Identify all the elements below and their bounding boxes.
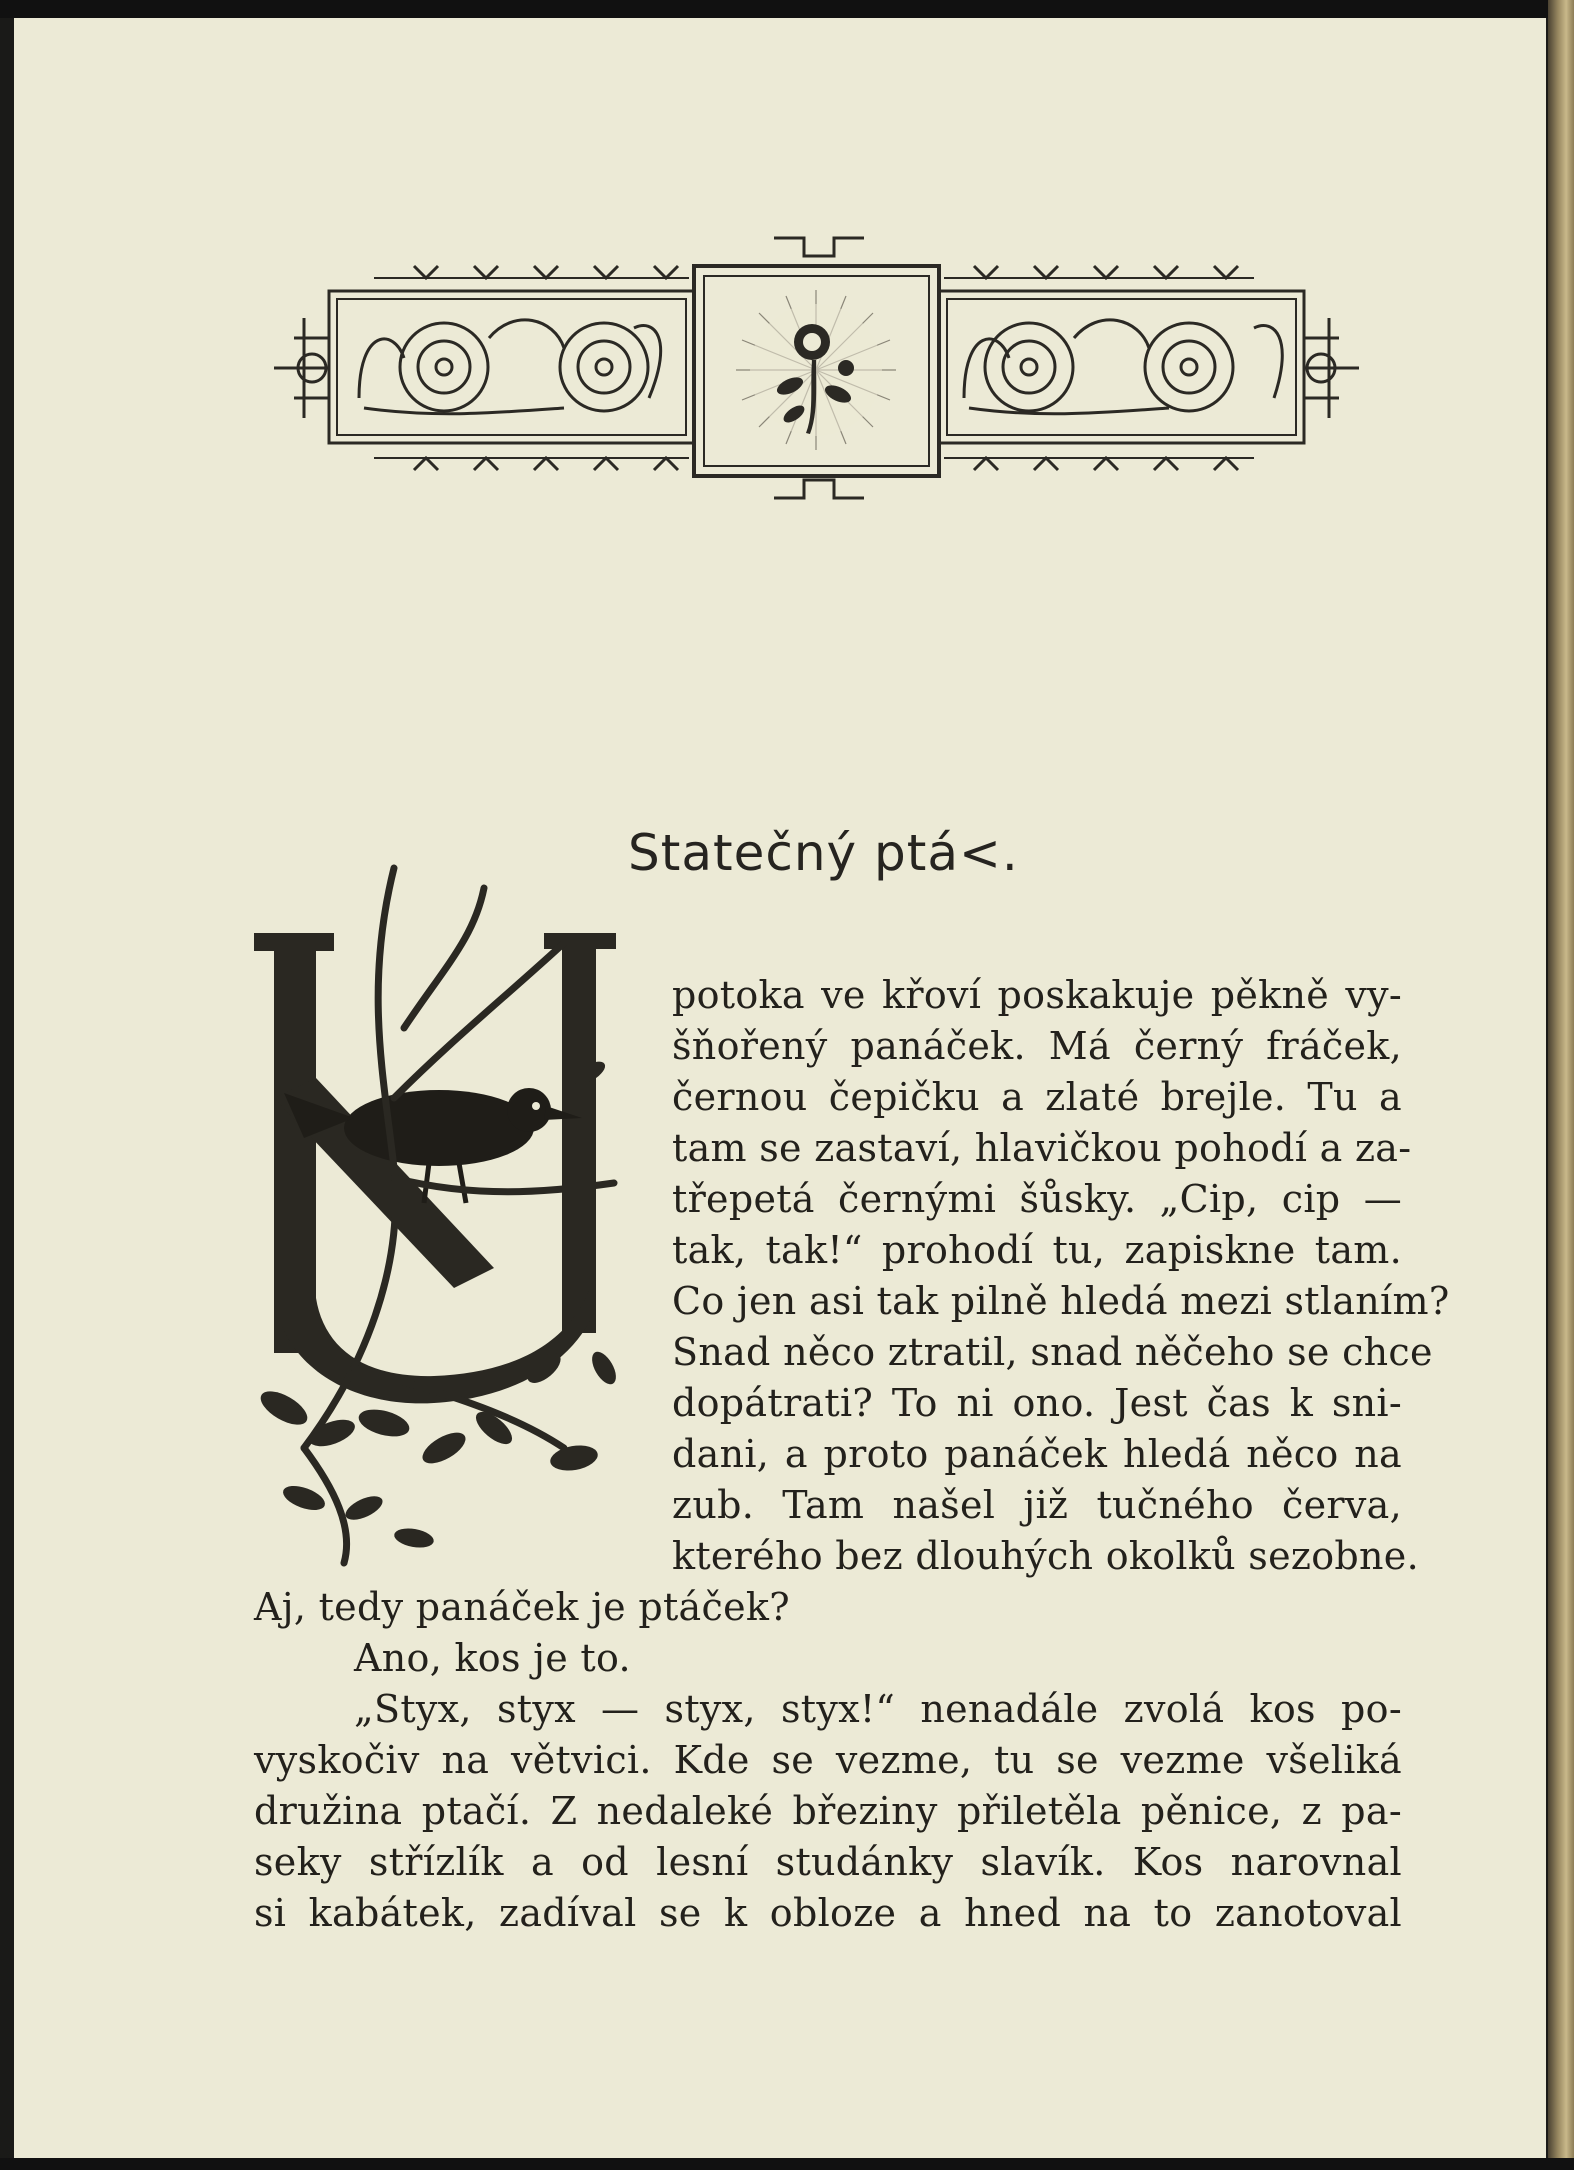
scan-top-edge xyxy=(0,0,1574,18)
initial-left-stem xyxy=(274,933,316,1353)
chapter-title: Statečný ptá<. xyxy=(628,824,1019,882)
text-line: tak, tak!“ prohodí tu, zapiskne tam. xyxy=(672,1228,1402,1272)
text-line: seky střízlík a od lesní studánky slavík. Kos narovnal xyxy=(254,1840,1402,1884)
text-line: Aj, tedy panáček je ptáček? xyxy=(254,1585,790,1629)
text-line: černou čepičku a zlaté brejle. Tu a xyxy=(672,1075,1402,1119)
text-line: dopátrati? To ni ono. Jest čas k sni- xyxy=(672,1381,1402,1425)
text-line: dani, a proto panáček hledá něco na xyxy=(672,1432,1402,1476)
book-page xyxy=(14,18,1546,2158)
text-line: zub. Tam našel již tučného červa, xyxy=(672,1483,1402,1527)
text-line: třepetá černými šůsky. „Cip, cip — xyxy=(672,1177,1402,1221)
decorated-initial-u xyxy=(244,848,624,1568)
text-line: šňořený panáček. Má černý fráček, xyxy=(672,1024,1402,1068)
text-line: potoka ve křoví poskakuje pěkně vy- xyxy=(672,973,1402,1017)
initial-right-stem xyxy=(562,933,596,1333)
text-line: Co jen asi tak pilně hledá mezi stlaním? xyxy=(672,1279,1450,1323)
text-line: si kabátek, zadíval se k obloze a hned na to zanotoval xyxy=(254,1891,1402,1935)
text-line: „Styx, styx — styx, styx!“ nenadále zvolá kos po- xyxy=(354,1687,1402,1731)
text-line: kterého bez dlouhých okolků sezobne. xyxy=(672,1534,1419,1578)
scan-bottom-edge xyxy=(0,2158,1574,2170)
text-line: Ano, kos je to. xyxy=(354,1636,631,1680)
right-panel-frame xyxy=(939,291,1304,443)
left-panel-frame xyxy=(329,291,694,443)
text-line: vyskočiv na větvici. Kde se vezme, tu se vezme všeliká xyxy=(254,1738,1402,1782)
text-line: tam se zastaví, hlavičkou pohodí a za- xyxy=(672,1126,1412,1170)
page-gutter-shadow xyxy=(1548,0,1574,2170)
text-line: družina ptačí. Z nedaleké březiny přiletěla pěnice, z pa- xyxy=(254,1789,1402,1833)
text-line: Snad něco ztratil, snad něčeho se chce xyxy=(672,1330,1433,1374)
headpiece-ornament xyxy=(234,218,1384,518)
